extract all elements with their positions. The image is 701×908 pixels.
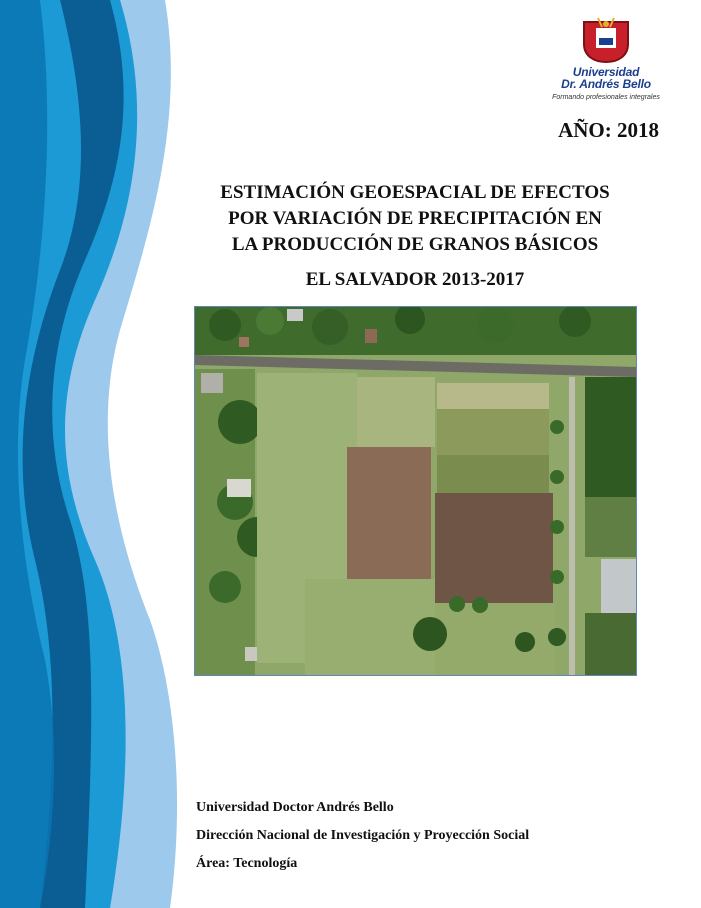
university-logo: [546, 14, 666, 110]
aerial-fields-image: [195, 307, 637, 676]
logo-tagline: Formando profesionales integrales: [552, 94, 660, 101]
logo-name: Universidad Dr. Andrés Bello: [561, 65, 651, 91]
footer-direction: Dirección Nacional de Investigación y Proyección Social: [196, 828, 530, 843]
aerial-photo: [194, 306, 637, 676]
footer-institution: Universidad Doctor Andrés Bello: [196, 800, 394, 815]
year-label: AÑO: 2018: [558, 118, 659, 142]
title-line: LA PRODUCCIÓN DE GRANOS BÁSICOS: [231, 234, 599, 255]
title-line: ESTIMACIÓN GEOESPACIAL DE EFECTOS: [220, 182, 610, 203]
decorative-waves: [0, 0, 190, 908]
logo-emblem-icon: [546, 14, 666, 66]
document-title: [170, 180, 660, 258]
document-subtitle: EL SALVADOR 2013-2017: [305, 269, 525, 290]
title-line: POR VARIACIÓN DE PRECIPITACIÓN EN: [228, 208, 602, 229]
footer-info: [196, 799, 529, 883]
footer-area: Área: Tecnología: [196, 856, 298, 871]
